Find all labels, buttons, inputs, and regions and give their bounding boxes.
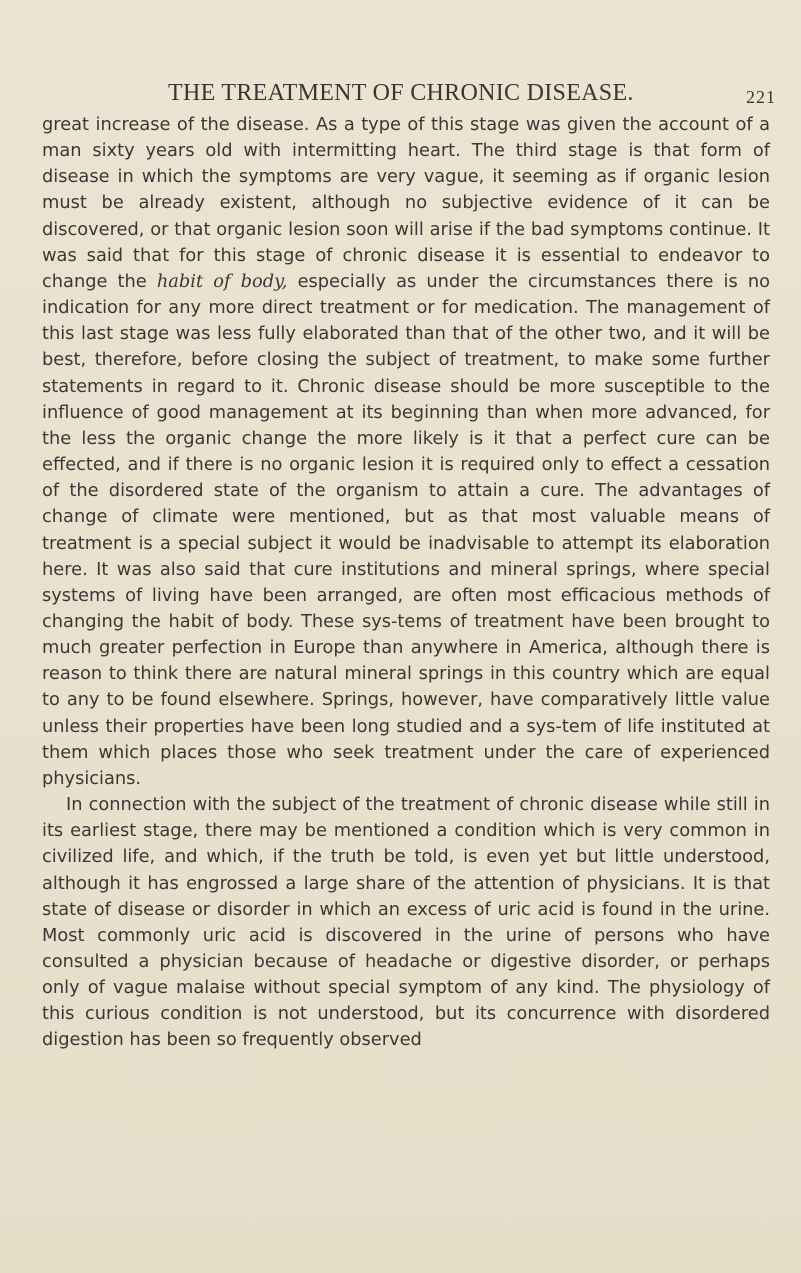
- paragraph-2-text: In connection with the subject of the treatment of chronic disease while still in its earliest stage, there may be mentioned a condition which is very common in civilized life, and which, if the truth be told, is even yet but little understood, although it has engrossed a large share of the attention of physicians. It is that state of disease or disorder in which an excess of uric acid is found in the urine. Most commonly uric acid is discovered in the urine of persons who have consulted a physician because of headache or digestive disorder, or perhaps only of vague malaise without special symptom of any kind. The physiology of this curious condition is not understood, but its concurrence with disordered digestion has been so frequently observed: [42, 794, 770, 1051]
- paragraph-2: [42, 792, 770, 1054]
- body-text: [42, 112, 770, 1054]
- italic-phrase: habit of body,: [156, 270, 288, 292]
- page-header: [168, 78, 778, 108]
- paragraph-1: [42, 112, 770, 792]
- running-title: THE TREATMENT OF CHRONIC DISEASE.: [168, 80, 634, 106]
- page-number: 221: [746, 87, 776, 107]
- paragraph-1-text-a: great increase of the disease. As a type of this stage was given the account of a man sixty years old with intermitting heart. The third stage is that form of disease in which the symptoms are very vague, it seeming as if organic lesion must be already existent, although no subjective evidence of it can be discovered, or that organic lesion soon will arise if the bad symptoms continue. It was said that for this stage of chronic disease it is essential to endeavor to change the: [42, 114, 770, 292]
- paragraph-1-text-b: especially as under the circumstances there is no indication for any more direct treatment or for medication. The management of this last stage was less fully elaborated than that of the other two, and it will be best, therefore, before closing the subject of treatment, to make some further statements in regard to it. Chronic disease should be more susceptible to the influence of good management at its beginning than when more advanced, for the less the organic change the more likely is it that a perfect cure can be effected, and if there is no organic lesion it is required only to effect a cessation of the disordered state of the organism to attain a cure. The advantages of change of climate were mentioned, but as that most valuable means of treatment is a special subject it would be inadvisable to attempt its elaboration here. It was also said that cure institutions and mineral springs, where special systems of living have been arranged, are often most efficacious methods of changing the habit of body. These sys-tems of treatment have been brought to much greater perfection in Europe than anywhere in America, although there is reason to think there are natural mineral springs in this country which are equal to any to be found elsewhere. Springs, however, have comparatively little value unless their properties have been long studied and a sys-tem of life instituted at them which places those who seek treatment under the care of experienced physicians.: [42, 270, 770, 789]
